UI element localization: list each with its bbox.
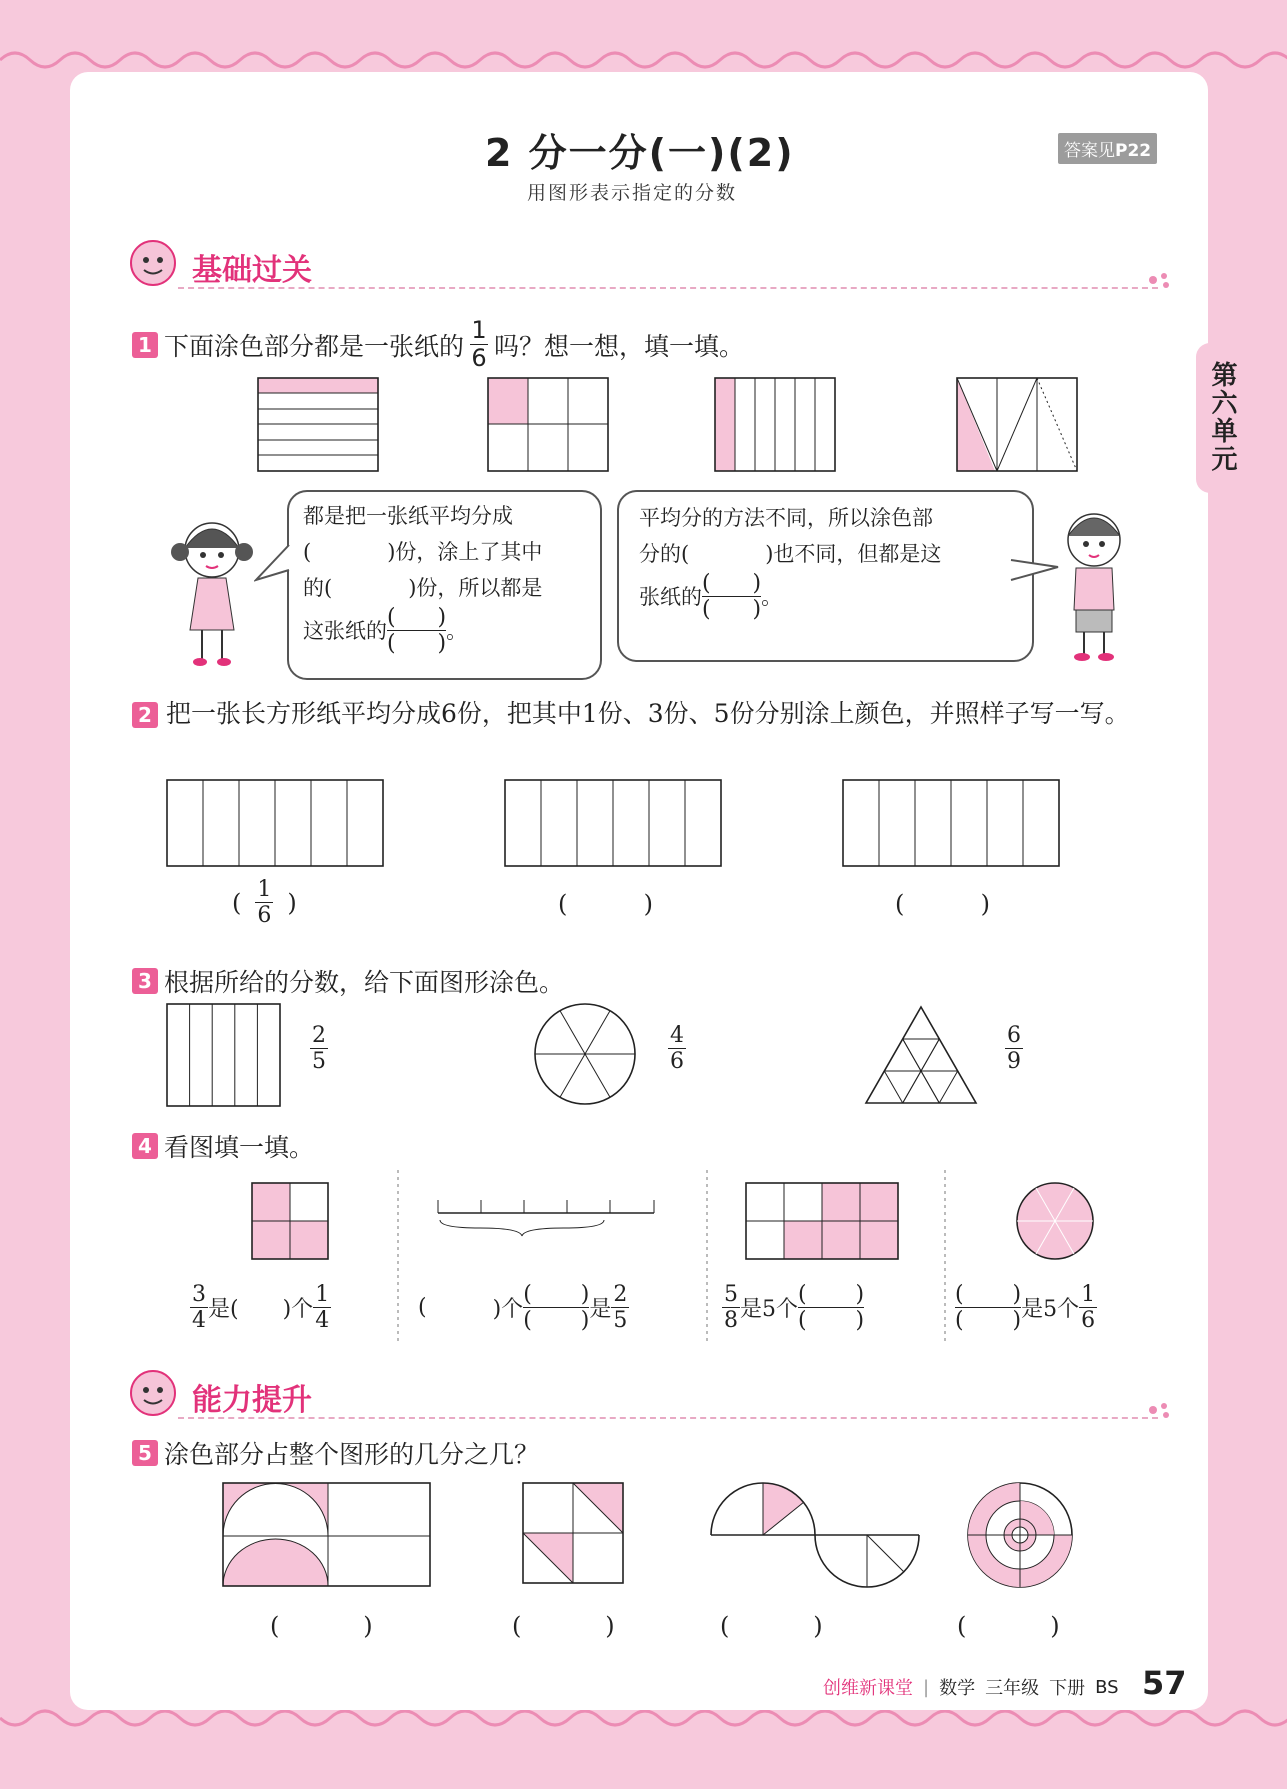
- q5-answer-1[interactable]: ( ): [270, 1612, 373, 1640]
- footer-info: 创维新课堂 | 数学 三年级 下册 BS: [823, 1674, 1119, 1700]
- dots-icon-2: [1148, 1400, 1174, 1420]
- girl-bubble-l2b: )份，涂上了其中: [387, 540, 543, 564]
- q4-a3-frac: [722, 1283, 740, 1332]
- cartoon-face-icon: [128, 238, 178, 288]
- q4-grid: [746, 1183, 898, 1259]
- q5-figure-2: [523, 1483, 623, 1583]
- q4-a1-aden: 4: [192, 1308, 206, 1334]
- q2-answer-2[interactable]: ( ): [558, 890, 654, 918]
- q1-frac-den: 6: [471, 344, 487, 373]
- q4-a1-mid: 是(: [208, 1297, 239, 1323]
- q5-figure-4: [968, 1483, 1072, 1587]
- q1-shape-grid: [488, 378, 608, 471]
- q4-a4-frac: [1079, 1283, 1097, 1332]
- girl-bubble-blank-fraction: $\frac{( )}{( )}$: [387, 605, 447, 657]
- q1-fraction: [470, 318, 488, 371]
- q4-answer-1: [190, 1283, 331, 1332]
- q2-example-fraction: [255, 878, 273, 927]
- girl-bubble-pointer: [254, 540, 290, 590]
- q4-a4-mid: 是5个: [1021, 1297, 1080, 1323]
- section-basic-title: 基础过关: [192, 253, 312, 288]
- q4-a2-is: 是: [589, 1297, 612, 1323]
- girl-bubble-tail: 。: [446, 618, 468, 643]
- boy-speech-bubble: [617, 490, 1034, 662]
- page-subtitle: 用图形表示指定的分数: [527, 182, 738, 204]
- q3-frac3-num: 6: [1007, 1023, 1021, 1048]
- q2-prompt: [132, 693, 1172, 735]
- q5-prompt: [132, 1435, 539, 1471]
- q4-a3-blank[interactable]: $\frac{( )}{( )}$: [798, 1282, 865, 1334]
- q2-answer-3[interactable]: ( ): [895, 890, 991, 918]
- section-advanced-divider: [178, 1417, 1158, 1419]
- unit-side-tab-label: 第六单元: [1207, 361, 1237, 473]
- girl-speech-bubble: [287, 490, 602, 680]
- footer-grade: 三年级: [985, 1678, 1040, 1699]
- q2-text: 把一张长方形纸平均分成6份，把其中1份、3份、5份分别涂上颜色，并照样子写一写。: [165, 699, 1130, 728]
- girl-bubble-l2a: (: [303, 540, 312, 564]
- unit-side-tab: [1196, 343, 1287, 493]
- page-title: 2 分一分(一)(2): [485, 131, 795, 175]
- q4-a4-blank[interactable]: $\frac{( )}{( )}$: [955, 1282, 1022, 1334]
- footer-volume: 下册: [1049, 1678, 1086, 1699]
- q3-fraction-1: [310, 1024, 328, 1073]
- q4-a3-mid: 是5个: [740, 1297, 798, 1323]
- q3-rectangle[interactable]: [165, 1002, 285, 1108]
- q4-circle: [1017, 1183, 1093, 1259]
- q1-shape-stripes: [258, 378, 378, 471]
- boy-bubble-line3: [639, 572, 1032, 621]
- q5-figure-1: [223, 1483, 430, 1586]
- section-advanced-title: 能力提升: [192, 1383, 312, 1418]
- q1-text-before: 下面涂色部分都是一张纸的: [164, 331, 465, 361]
- footer-edition: BS: [1095, 1676, 1119, 1698]
- q2-number: 2: [132, 702, 158, 728]
- q5-text: 涂色部分占整个图形的几分之几？: [164, 1440, 540, 1469]
- q4-answer-3: [722, 1283, 864, 1332]
- answer-badge-page: P22: [1115, 141, 1152, 161]
- q4-text: 看图填一填。: [164, 1133, 315, 1162]
- q3-fraction-2: [668, 1024, 686, 1073]
- girl-bubble-l3b: )份，所以都是: [408, 576, 543, 600]
- q3-frac2-den: 6: [670, 1049, 684, 1075]
- q3-frac2-num: 4: [670, 1023, 684, 1048]
- boy-bubble-line2: [639, 536, 1032, 572]
- footer-brand: 创维新课堂: [823, 1678, 913, 1699]
- q1-shapes: [255, 375, 1155, 475]
- q4-a4-bden: 6: [1081, 1308, 1096, 1334]
- dots-icon: [1148, 270, 1174, 290]
- footer-subject: 数学: [939, 1678, 976, 1699]
- boy-illustration: [1056, 500, 1136, 665]
- answer-badge: [1058, 133, 1157, 164]
- q4-a4-bnum: 1: [1081, 1282, 1096, 1307]
- q1-number: 1: [132, 332, 158, 358]
- q4-a1-bden: 4: [315, 1308, 330, 1334]
- boy-bubble-line1: 平均分的方法不同，所以涂色部: [639, 506, 933, 530]
- q2-answer-1: ( $\frac{1}{6}$ ): [232, 877, 297, 929]
- q1-frac-num: 1: [471, 316, 487, 344]
- boy-bubble-pointer: [1010, 555, 1060, 595]
- q5-number: 5: [132, 1440, 158, 1466]
- q4-a1-mid2: )个: [282, 1297, 314, 1323]
- q1-shape-triangles: [957, 378, 1077, 471]
- q2-rect-2: [505, 780, 721, 866]
- girl-illustration: [168, 510, 256, 670]
- q4-a1-frac-b: [313, 1283, 331, 1332]
- q5-answer-3[interactable]: ( ): [720, 1612, 823, 1640]
- q1-shape-columns: [715, 378, 835, 471]
- section-basic-divider: [178, 287, 1158, 289]
- q3-frac1-den: 5: [312, 1049, 326, 1075]
- q4-a1-anum: 3: [192, 1282, 206, 1307]
- q3-prompt: [132, 963, 564, 999]
- q4-a2-pre: (: [418, 1295, 427, 1321]
- q2-rect-3: [843, 780, 1059, 866]
- boy-bubble-l2b: )也不同，但都是这: [765, 542, 942, 566]
- girl-bubble-line4: [303, 606, 600, 655]
- q4-a3-anum: 5: [724, 1282, 738, 1307]
- q3-number: 3: [132, 968, 158, 994]
- q5-answer-4[interactable]: ( ): [957, 1612, 1060, 1640]
- q4-prompt: [132, 1128, 314, 1164]
- q1-prompt: [132, 318, 744, 371]
- q3-triangle[interactable]: [864, 1005, 978, 1105]
- q4-a2-frac: [611, 1283, 629, 1332]
- q4-number: 4: [132, 1133, 158, 1159]
- q4-a3-aden: 8: [724, 1308, 738, 1334]
- q2-rectangles: [165, 778, 1065, 868]
- girl-bubble-l4: 这张纸的: [303, 618, 387, 643]
- q3-text: 根据所给的分数，给下面图形涂色。: [164, 968, 565, 997]
- q5-answer-2[interactable]: ( ): [512, 1612, 615, 1640]
- q2-example-den: 6: [257, 903, 272, 929]
- q4-square: [252, 1183, 328, 1259]
- page-number: 57: [1142, 1664, 1187, 1702]
- q5-figure-3: [711, 1483, 919, 1587]
- girl-bubble-line1: 都是把一张纸平均分成: [303, 504, 513, 528]
- q4-a2-mid: )个: [492, 1297, 524, 1323]
- boy-bubble-l2a: 分的(: [639, 542, 690, 566]
- q4-a1-bnum: 1: [315, 1282, 330, 1307]
- q3-circle[interactable]: [533, 1002, 637, 1106]
- answer-badge-prefix: 答案见: [1064, 141, 1115, 161]
- q4-a2-bnum: 2: [613, 1282, 628, 1307]
- q3-fraction-3: [1005, 1024, 1023, 1073]
- q2-rect-1: [167, 780, 383, 866]
- q4-answer-4: [955, 1283, 1097, 1332]
- q3-frac1-num: 2: [312, 1023, 326, 1048]
- girl-bubble-line3: [303, 570, 600, 606]
- q4-answer-2: [418, 1283, 629, 1332]
- q4-a2-bden: 5: [613, 1308, 628, 1334]
- girl-bubble-line2: [303, 534, 600, 570]
- q4-a2-blank[interactable]: $\frac{( )}{( )}$: [523, 1282, 590, 1334]
- q4-a1-frac-a: [190, 1283, 208, 1332]
- boy-bubble-l3: 张纸的: [639, 584, 702, 609]
- q5-figures: [220, 1480, 1100, 1592]
- girl-bubble-l3a: 的(: [303, 576, 333, 600]
- q2-example-num: 1: [257, 877, 272, 902]
- q1-text-after: 吗？想一想，填一填。: [494, 331, 745, 361]
- cartoon-face-icon-2: [128, 1368, 178, 1418]
- boy-bubble-blank-fraction: $\frac{( )}{( )}$: [702, 571, 762, 623]
- q4-number-line: [438, 1200, 654, 1236]
- boy-bubble-tail: 。: [761, 584, 783, 609]
- q3-frac3-den: 9: [1007, 1049, 1021, 1075]
